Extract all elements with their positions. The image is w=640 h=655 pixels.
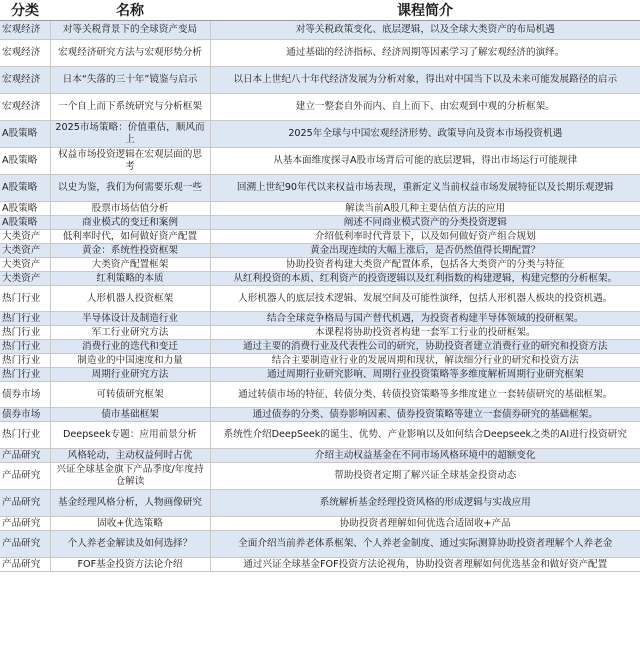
intro-cell: 通过兴证全球基金FOF投资方法论视角，协助投资者理解如何优选基金和做好资产配置: [210, 558, 640, 572]
table-row: [0, 312, 640, 326]
name-cell: 消费行业的迭代和变迁: [50, 340, 210, 354]
name-cell: 低利率时代，如何做好资产配置: [50, 230, 210, 244]
table-row: [0, 517, 640, 531]
table-row: [0, 340, 640, 354]
name-cell: Deepseek专题：应用前景分析: [50, 422, 210, 449]
name-cell: 债市基础框架: [50, 408, 210, 422]
intro-cell: 通过周期行业研究影响、周期行业投资策略等多维度解析周期行业研究框架: [210, 368, 640, 382]
intro-cell: 系统性介绍DeepSeek的诞生、优势、产业影响以及如何结合Deepseek之类的AI进行投资研究: [210, 422, 640, 449]
category-cell: 宏观经济: [0, 21, 50, 40]
category-cell: 债券市场: [0, 382, 50, 408]
category-cell: A股策略: [0, 175, 50, 202]
category-cell: 债券市场: [0, 408, 50, 422]
category-cell: 热门行业: [0, 312, 50, 326]
table-row: [0, 368, 640, 382]
table-row: [0, 272, 640, 286]
table-body: [0, 21, 640, 572]
name-cell: 风格轮动，主动权益何时占优: [50, 449, 210, 463]
intro-cell: 协助投资者构建大类资产配置体系，包括各大类资产的分类与特征: [210, 258, 640, 272]
name-cell: 军工行业研究方法: [50, 326, 210, 340]
intro-cell: 介绍主动权益基金在不同市场风格环境中的超额变化: [210, 449, 640, 463]
header-category: 分类: [0, 0, 50, 21]
category-cell: 大类资产: [0, 244, 50, 258]
intro-cell: 从红利投资的本质、红利资产的投资逻辑以及红利指数的构建逻辑，构建完整的分析框架。: [210, 272, 640, 286]
category-cell: A股策略: [0, 202, 50, 216]
intro-cell: 以日本上世纪八十年代经济发展为分析对象，得出对中国当下以及未来可能发展路径的启示: [210, 67, 640, 94]
category-cell: 大类资产: [0, 258, 50, 272]
intro-cell: 通过基础的经济指标、经济周期等因素学习了解宏观经济的演绎。: [210, 40, 640, 67]
category-cell: 产品研究: [0, 449, 50, 463]
table-row: [0, 531, 640, 558]
category-cell: 产品研究: [0, 490, 50, 517]
table-row: [0, 40, 640, 67]
name-cell: 权益市场投资逻辑在宏观层面的思考: [50, 148, 210, 175]
intro-cell: 通过债券的分类、债券影响因素、债券投资策略等建立一套债券研究的基础框架。: [210, 408, 640, 422]
name-cell: 对等关税背景下的全球资产变局: [50, 21, 210, 40]
table-row: [0, 175, 640, 202]
table-row: [0, 326, 640, 340]
name-cell: 以史为鉴，我们为何需要乐观一些: [50, 175, 210, 202]
category-cell: 宏观经济: [0, 94, 50, 121]
category-cell: 产品研究: [0, 531, 50, 558]
table-row: [0, 67, 640, 94]
category-cell: A股策略: [0, 121, 50, 148]
name-cell: 股票市场估值分析: [50, 202, 210, 216]
name-cell: 可转债研究框架: [50, 382, 210, 408]
intro-cell: 结合主要制造业行业的发展周期和现状，解读细分行业的研究和投资方法: [210, 354, 640, 368]
category-cell: 大类资产: [0, 272, 50, 286]
intro-cell: 黄金出现连续的大幅上涨后，是否仍然值得长期配置？: [210, 244, 640, 258]
table-row: [0, 463, 640, 490]
category-cell: A股策略: [0, 216, 50, 230]
intro-cell: 全面介绍当前养老体系框架、个人养老金制度、通过实际测算协助投资者理解个人养老金: [210, 531, 640, 558]
table-row: [0, 94, 640, 121]
name-cell: FOF基金投资方法论介绍: [50, 558, 210, 572]
table-row: [0, 148, 640, 175]
table-row: [0, 258, 640, 272]
intro-cell: 阐述不同商业模式资产的分类投资逻辑: [210, 216, 640, 230]
intro-cell: 系统解析基金经理投资风格的形成逻辑与实战应用: [210, 490, 640, 517]
name-cell: 固收+优选策略: [50, 517, 210, 531]
intro-cell: 解读当前A股几种主要估值方法的应用: [210, 202, 640, 216]
name-cell: 人形机器人投资框架: [50, 286, 210, 312]
name-cell: 周期行业研究方法: [50, 368, 210, 382]
intro-cell: 帮助投资者定期了解兴证全球基金投资动态: [210, 463, 640, 490]
category-cell: 大类资产: [0, 230, 50, 244]
table-row: [0, 202, 640, 216]
category-cell: 产品研究: [0, 558, 50, 572]
category-cell: 宏观经济: [0, 40, 50, 67]
category-cell: 宏观经济: [0, 67, 50, 94]
name-cell: 红利策略的本质: [50, 272, 210, 286]
name-cell: 半导体设计及制造行业: [50, 312, 210, 326]
table-row: [0, 216, 640, 230]
table-row: [0, 382, 640, 408]
intro-cell: 从基本面维度探寻A股市场背后可能的底层逻辑，得出市场运行可能规律: [210, 148, 640, 175]
table-row: [0, 449, 640, 463]
header-intro: 课程简介: [210, 0, 640, 21]
intro-cell: 通过转债市场的特征、转债分类、转债投资策略等多维度建立一套转债研究的基础框架。: [210, 382, 640, 408]
category-cell: 热门行业: [0, 286, 50, 312]
name-cell: 日本“失落的三十年”镜鉴与启示: [50, 67, 210, 94]
category-cell: 热门行业: [0, 326, 50, 340]
header-name: 名称: [50, 0, 210, 21]
table-row: [0, 408, 640, 422]
name-cell: 2025市场策略：价值重估，顺风而上: [50, 121, 210, 148]
category-cell: 热门行业: [0, 368, 50, 382]
table-row: [0, 21, 640, 40]
category-cell: 热门行业: [0, 354, 50, 368]
category-cell: 热门行业: [0, 340, 50, 354]
intro-cell: 对等关税政策变化、底层逻辑，以及全球大类资产的布局机遇: [210, 21, 640, 40]
name-cell: 兴证全球基金旗下产品季度/年度持仓解读: [50, 463, 210, 490]
table-row: [0, 422, 640, 449]
intro-cell: 本课程将协助投资者构建一套军工行业的投研框架。: [210, 326, 640, 340]
table-row: [0, 490, 640, 517]
category-cell: 产品研究: [0, 463, 50, 490]
intro-cell: 2025年全球与中国宏观经济形势、政策导向及资本市场投资机遇: [210, 121, 640, 148]
table-row: [0, 354, 640, 368]
table-row: [0, 121, 640, 148]
name-cell: 基金经理风格分析，人物画像研究: [50, 490, 210, 517]
intro-cell: 回溯上世纪90年代以来权益市场表现，重新定义当前权益市场发展特征以及长期乐观逻辑: [210, 175, 640, 202]
name-cell: 制造业的中国速度和力量: [50, 354, 210, 368]
name-cell: 大类资产配置框架: [50, 258, 210, 272]
table-row: [0, 244, 640, 258]
intro-cell: 人形机器人的底层技术逻辑、发展空间及可能性演绎，包括人形机器人板块的投资机遇。: [210, 286, 640, 312]
table-header: [0, 0, 640, 21]
name-cell: 宏观经济研究方法与宏观形势分析: [50, 40, 210, 67]
name-cell: 商业模式的变迁和案例: [50, 216, 210, 230]
category-cell: 产品研究: [0, 517, 50, 531]
name-cell: 一个自上而下系统研究与分析框架: [50, 94, 210, 121]
table-row: [0, 230, 640, 244]
intro-cell: 结合全球竞争格局与国产替代机遇，为投资者构建半导体领域的投研框架。: [210, 312, 640, 326]
category-cell: A股策略: [0, 148, 50, 175]
table-row: [0, 286, 640, 312]
table-row: [0, 558, 640, 572]
intro-cell: 介绍低利率时代背景下，以及如何做好资产组合规划: [210, 230, 640, 244]
intro-cell: 协助投资者理解如何优选合适固收+产品: [210, 517, 640, 531]
intro-cell: 建立一整套自外而内、自上而下、由宏观到中观的分析框架。: [210, 94, 640, 121]
intro-cell: 通过主要的消费行业及代表性公司的研究，协助投资者建立消费行业的研究和投资方法: [210, 340, 640, 354]
name-cell: 个人养老金解读及如何选择？: [50, 531, 210, 558]
category-cell: 热门行业: [0, 422, 50, 449]
name-cell: 黄金：系统性投资框架: [50, 244, 210, 258]
